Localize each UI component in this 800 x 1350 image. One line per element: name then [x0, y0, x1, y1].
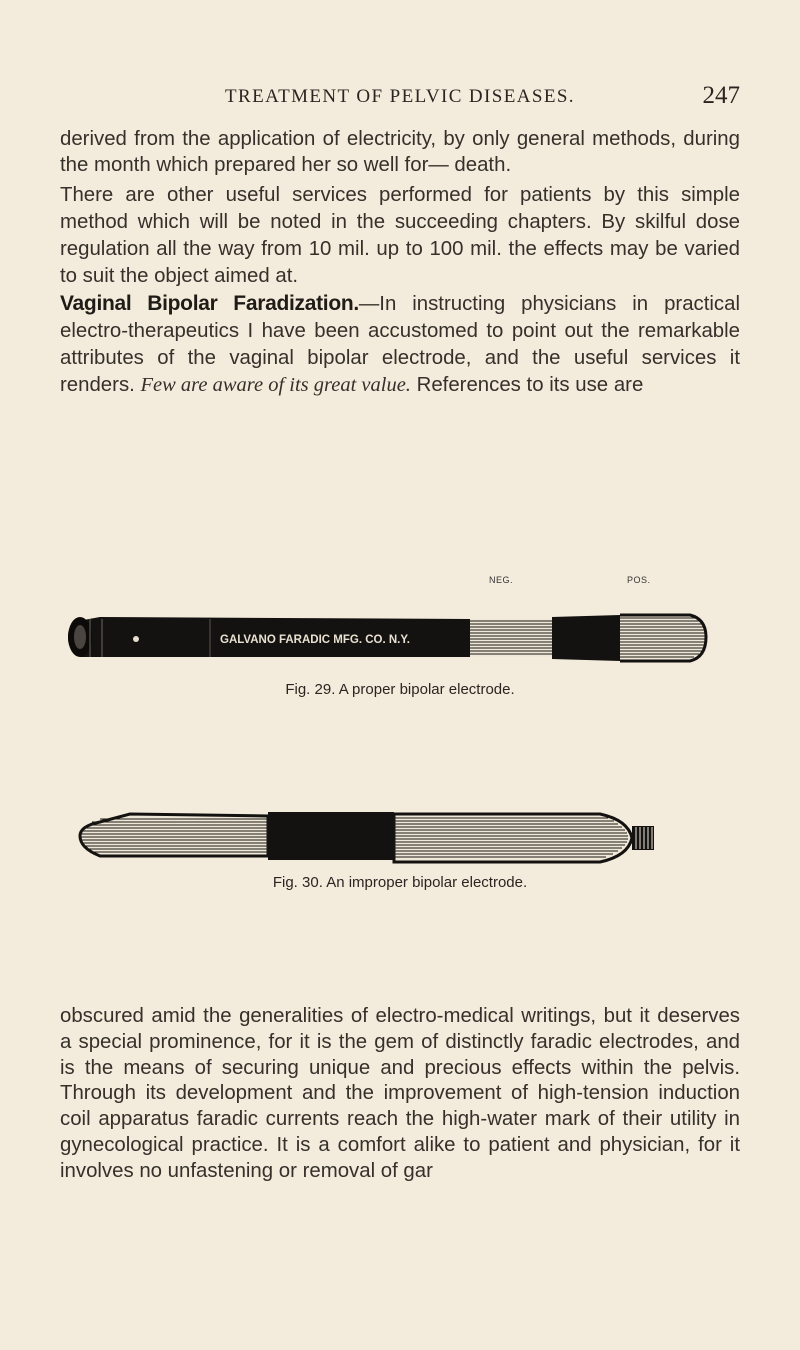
- paragraph-3-italic: Few are aware of its great value.: [140, 374, 411, 396]
- paragraph-4-text: obscured amid the generalities of electro-medical writings, but it deserves a special prominence, for it is the gem of distinctly faradic electrodes, and is the means of securing unique and precious effects within the pelvis. Through its development and the improvement of high-tension induction coil apparatus faradic currents reach the high-water mark of their utility in gynecological practice. It is a comfort alike to patient and physician, for it involves no unfastening or removal of gar: [60, 1005, 740, 1182]
- figure-29-caption: Fig. 29. A proper bipolar electrode.: [285, 681, 515, 698]
- paragraph-3-body: —In instructing physicians in practical electro-therapeutics I have been accustomed to point out the remarkable attributes of the vaginal bipolar electrode, and the useful services it renders.: [60, 293, 740, 396]
- figure-30: [60, 770, 740, 900]
- figure-29: [60, 575, 740, 715]
- paragraph-2-text: There are other useful services performed for patients by this simple method which will be noted in the succeeding chapters. By skilful dose regulation all the way from 10 mil. up to 100 mil. the effects may be varied to suit the object aimed at.: [60, 184, 740, 287]
- page-header: [60, 82, 740, 116]
- paragraph-3-tail: References to its use are: [416, 374, 644, 396]
- paragraph-block: [60, 182, 740, 399]
- electrode-imprint: GALVANO FARADIC MFG. CO. N.Y.: [220, 634, 410, 646]
- figure-30-caption: Fig. 30. An improper bipolar electrode.: [272, 874, 528, 891]
- page-number: 247: [702, 82, 740, 109]
- paragraph-1: [60, 127, 740, 178]
- neg-label: NEG.: [489, 575, 514, 585]
- running-title: TREATMENT OF PELVIC DISEASES.: [225, 86, 575, 107]
- pos-label: POS.: [627, 575, 651, 585]
- paragraph-4: [60, 1004, 740, 1185]
- proper-bipolar-electrode-illustration: [60, 575, 740, 675]
- paragraph-1-text: derived from the application of electricity, by only general methods, during the month which prepared her so well for— death.: [60, 128, 740, 176]
- section-heading: Vaginal Bipolar Faradization.: [60, 292, 359, 315]
- paragraph-3: [60, 290, 740, 399]
- improper-bipolar-electrode-illustration: [60, 770, 740, 870]
